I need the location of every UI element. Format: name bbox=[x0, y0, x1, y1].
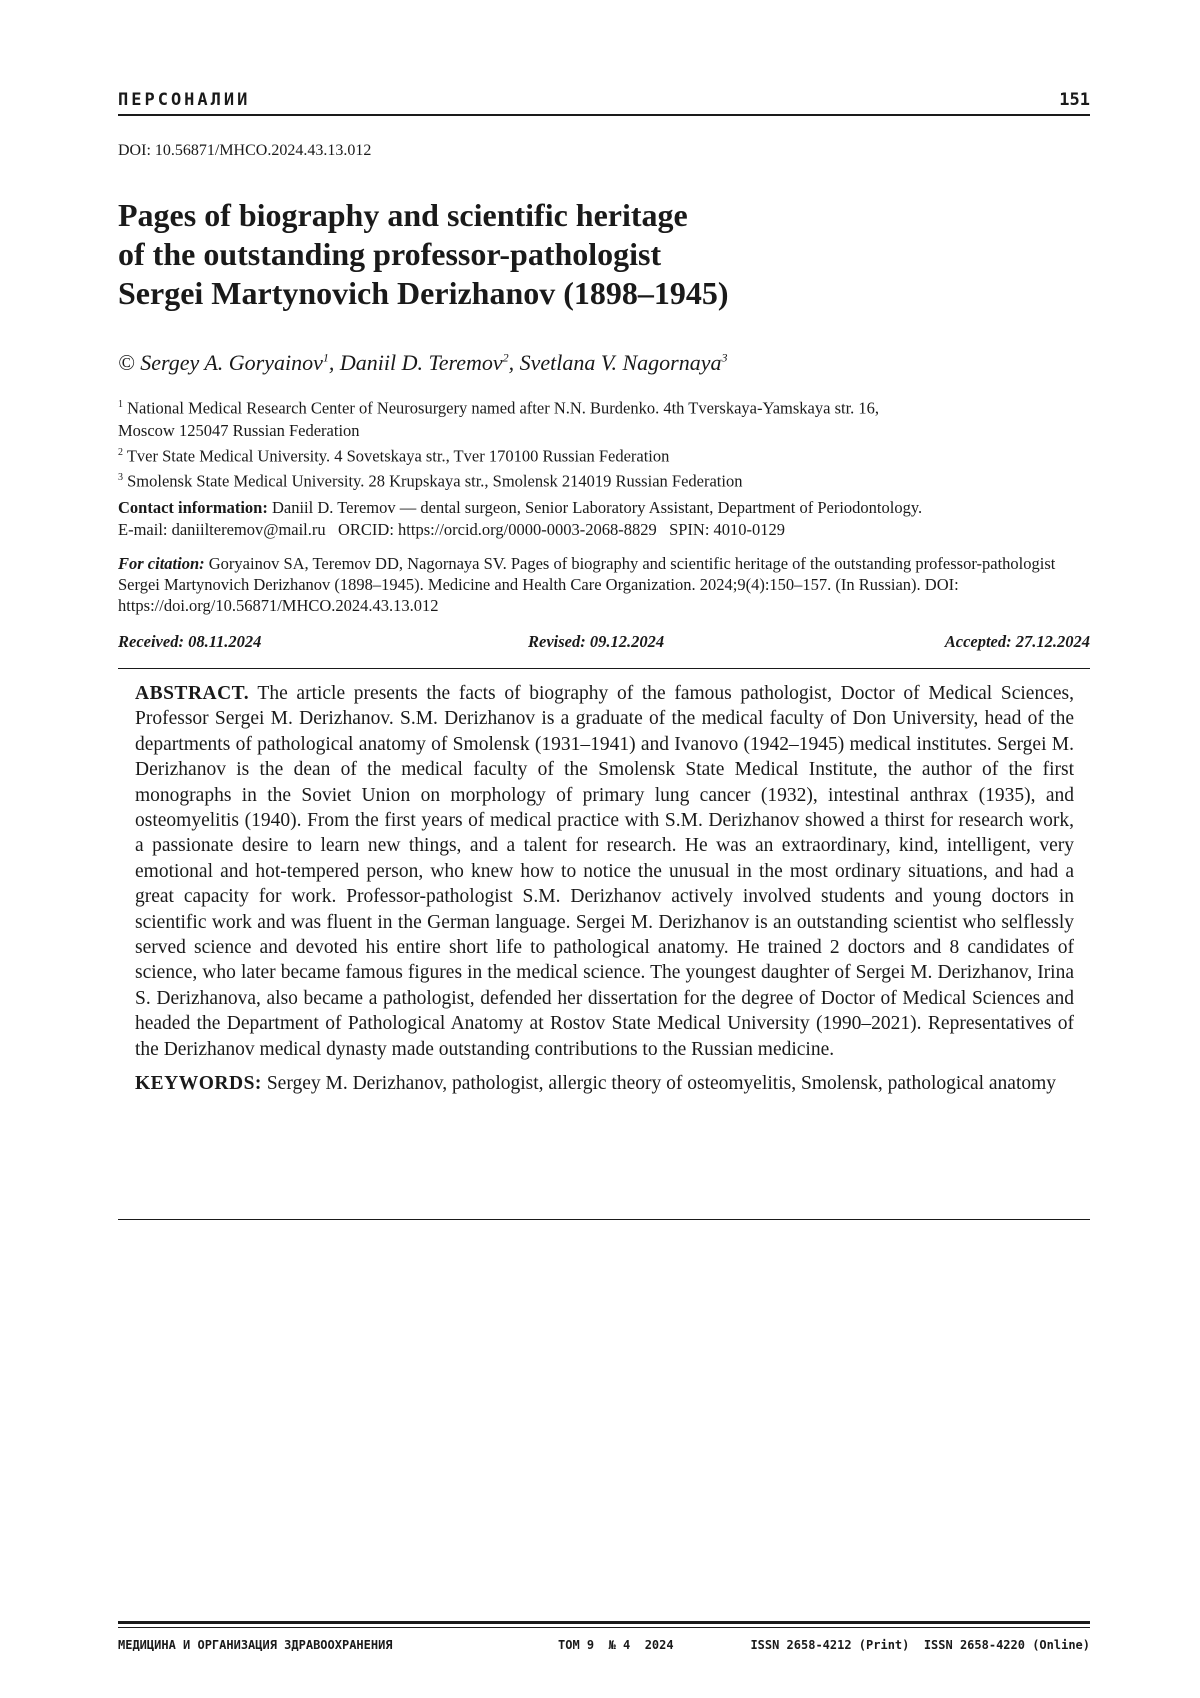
running-footer bbox=[118, 1638, 1090, 1658]
affiliation-number: 2 bbox=[118, 446, 123, 458]
article-title bbox=[118, 196, 1018, 313]
abstract bbox=[135, 681, 1074, 1062]
footer-rule bbox=[118, 1621, 1090, 1628]
title-line-1: Pages of biography and scientific heritage bbox=[118, 197, 688, 233]
running-header bbox=[118, 88, 1090, 116]
author-separator: , bbox=[328, 350, 340, 375]
author-1-affil: 1 bbox=[322, 350, 329, 365]
footer-rule-thick bbox=[118, 1621, 1090, 1624]
title-line-3: Sergei Martynovich Derizhanov (1898–1945) bbox=[118, 275, 729, 311]
author-2: Daniil D. Teremov bbox=[339, 350, 503, 375]
abstract-box bbox=[118, 668, 1090, 1220]
keywords-label: KEYWORDS: bbox=[135, 1073, 262, 1095]
author-list bbox=[118, 350, 728, 376]
citation-text: Goryainov SA, Teremov DD, Nagornaya SV. Pages of biography and scientific heritage of the outstanding professor-pathologist Sergei Martynovich Derizhanov (1898–1945). Medicine and Health Care Organization. 2024;9(4):150–157. (In Russian). DOI: https://doi.org/10.56871/MHCO.2024.43.13.012 bbox=[118, 554, 1056, 615]
received-date: Received: 08.11.2024 bbox=[118, 632, 262, 651]
section-title: ПЕРСОНАЛИИ bbox=[118, 90, 251, 110]
abstract-label: ABSTRACT. bbox=[135, 683, 250, 704]
title-line-2: of the outstanding professor-pathologist bbox=[118, 236, 662, 272]
affiliation-2 bbox=[118, 442, 1078, 468]
citation-label: For citation: bbox=[118, 554, 205, 573]
author-3-affil: 3 bbox=[721, 350, 728, 365]
affiliation-1-cont: Moscow 125047 Russian Federation bbox=[118, 420, 360, 440]
footer-journal: МЕДИЦИНА И ОРГАНИЗАЦИЯ ЗДРАВООХРАНЕНИЯ bbox=[118, 1638, 393, 1652]
author-1: Sergey A. Goryainov bbox=[140, 350, 323, 375]
footer-issn: ISSN 2658-4212 (Print) ISSN 2658-4220 (Online) bbox=[750, 1638, 1090, 1652]
contact-ids: E-mail: daniilteremov@mail.ru ORCID: https://orcid.org/0000-0003-2068-8829 SPIN: 4010-0129 bbox=[118, 520, 786, 539]
doi-line: DOI: 10.56871/MHCO.2024.43.13.012 bbox=[118, 142, 372, 159]
footer-rule-thin bbox=[118, 1627, 1090, 1628]
footer-issue: ТОМ 9 № 4 2024 bbox=[558, 1638, 674, 1652]
author-3: Svetlana V. Nagornaya bbox=[519, 350, 722, 375]
affiliation-3 bbox=[118, 467, 1078, 493]
accepted-date: Accepted: 27.12.2024 bbox=[944, 632, 1090, 651]
affiliation-number: 3 bbox=[118, 472, 123, 483]
affiliation-number: 1 bbox=[118, 399, 123, 410]
contact-text: Daniil D. Teremov — dental surgeon, Senior Laboratory Assistant, Department of Periodontology. bbox=[267, 498, 923, 517]
keywords bbox=[135, 1071, 1074, 1096]
contact-info bbox=[118, 497, 1090, 541]
author-separator: , bbox=[508, 350, 520, 375]
abstract-text: The article presents the facts of biography of the famous pathologist, Doctor of Medical Sciences, Professor Sergei M. Derizhanov. S.M. Derizhanov is a graduate of the medical faculty of Don University, head of the departments of pathological anatomy of Smolensk (1931–1941) and Ivanovo (1942–1945) medical institutes. Sergei M. Derizhanov is the dean of the medical faculty of the Smolensk State Medical Institute, the author of the first monographs in the Soviet Union on morphology of primary lung cancer (1932), intestinal anthrax (1935), and osteomyelitis (1940). From the first years of medical practice with S.M. Derizhanov showed a thirst for research work, a passionate desire to learn new things, and a talent for research. He was an extraordinary, kind, intelligent, very emotional and hot-tempered person, who knew how to notice the unusual in the most ordinary situations, and had a great capacity for work. Professor-pathologist S.M. Derizhanov actively involved students and young doctors in scientific work and was fluent in the German language. Sergei M. Derizhanov is an outstanding scientist who selflessly served science and devoted his entire short life to pathological anatomy. He trained 2 doctors and 8 candidates of science, who later became famous figures in the medical science. The youngest daughter of Sergei M. Derizhanov, Irina S. Derizhanova, also became a pathologist, defended her dissertation for the degree of Doctor of Medical Sciences and headed the Department of Pathological Anatomy at Rostov State Medical University (1990–2021). Representatives of the Derizhanov medical dynasty made outstanding contributions to the Russian medicine. bbox=[135, 683, 1074, 1060]
revised-date: Revised: 09.12.2024 bbox=[528, 632, 665, 651]
dates-row bbox=[118, 632, 1090, 654]
author-2-affil: 2 bbox=[502, 350, 509, 365]
contact-label: Contact information: bbox=[118, 498, 268, 517]
keywords-text: Sergey M. Derizhanov, pathologist, allergic theory of osteomyelitis, Smolensk, pathological anatomy bbox=[261, 1073, 1057, 1095]
page-number: 151 bbox=[1059, 90, 1090, 110]
affiliation-text: Tver State Medical University. 4 Sovetskaya str., Tver 170100 Russian Federation bbox=[126, 446, 670, 465]
copyright-prefix: © bbox=[118, 350, 141, 375]
citation-block bbox=[118, 553, 1090, 616]
affiliation-list bbox=[118, 394, 1078, 493]
affiliation-text: Smolensk State Medical University. 28 Krupskaya str., Smolensk 214019 Russian Federation bbox=[127, 471, 743, 491]
affiliation-1 bbox=[118, 394, 1078, 420]
affiliation-text: National Medical Research Center of Neurosurgery named after N.N. Burdenko. 4th Tverskaya-Yamskaya str. 16, bbox=[127, 398, 880, 418]
